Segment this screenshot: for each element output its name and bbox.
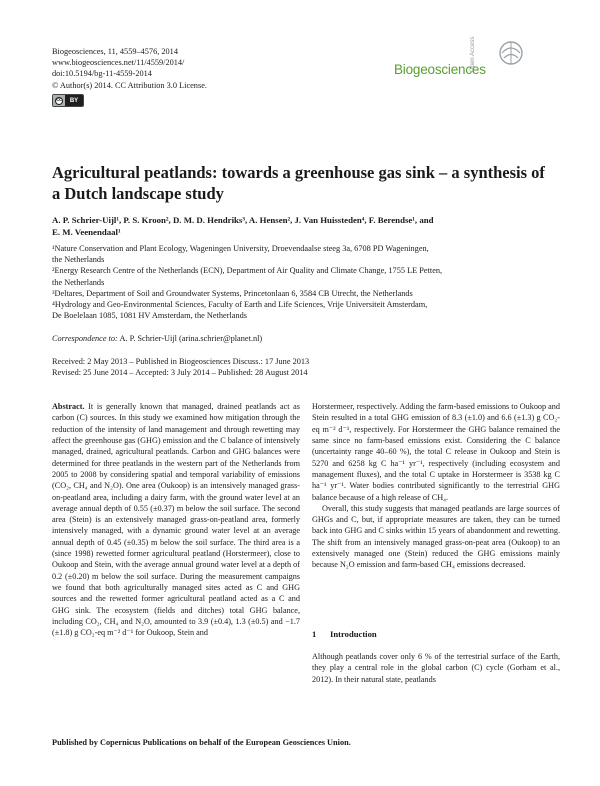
abstract-label: Abstract. (52, 402, 85, 411)
authors (52, 215, 552, 238)
affiliation-line: the Netherlands (52, 277, 105, 287)
journal-meta (52, 46, 207, 91)
correspondence-value[interactable]: A. P. Schrier-Uijl (arina.schrier@planet.nl) (117, 334, 263, 343)
journal-name: Biogeosciences (394, 62, 486, 77)
abstract-paragraph: Horstermeer, respectively. Adding the farm-based emissions to Oukoop and Stein resulted in a total GHG emission of 8.3 (±1.0) and 6.6 (±1.3) g CO₂-eq m⁻² d⁻¹, respectively. For Horstermeer the GHG balance remained the same since no farm-based emissions exist. Considering the C balance (uncertainty range 40–60 %), the total C release in Oukoop and Stein is 5270 and 6258 kg C ha⁻¹ yr⁻¹, respectively (including ecosystem and management fluxes), and the total C uptake in Horstermeer is 3538 kg C ha⁻¹ yr⁻¹. Water bodies contributed significantly to the terrestrial GHG balance because of a high release of CH₄. (312, 402, 560, 502)
affiliation-line: the Netherlands (52, 255, 105, 265)
dates-line: Received: 2 May 2013 – Published in Biogeosciences Discuss.: 17 June 2013 (52, 357, 310, 366)
copyright: © Author(s) 2014. CC Attribution 3.0 License. (52, 80, 207, 90)
section-heading (312, 629, 377, 639)
affiliations (52, 243, 552, 321)
abstract-paragraph: Overall, this study suggests that managed peatlands are large sources of GHGs and C, but, if appropriate measures are taken, they can be turned back into GHG and C sinks within 15 years of abandonment and rewetting. The shift from an intensively managed grass-on-peat area (Oukoop) to an extensively managed one (Stein) reduced the GHG emissions mainly because N₂O emission and farm-based CH₄ emissions decreased. (312, 503, 560, 570)
authors-line: A. P. Schrier-Uijl¹, P. S. Kroon², D. M. D. Hendriks³, A. Hensen², J. Van Huissteden⁴, F. Berendse¹, and (52, 215, 434, 225)
article-url[interactable]: www.biogeosciences.net/11/4559/2014/ (52, 58, 185, 68)
cc-by-label: BY (65, 95, 83, 106)
journal-logo-icon (496, 40, 526, 70)
open-access-label: Open Access (470, 36, 476, 72)
correspondence-label: Correspondence to: (52, 334, 118, 343)
abstract-right-column (312, 401, 560, 571)
doi[interactable]: doi:10.5194/bg-11-4559-2014 (52, 69, 152, 79)
section-number: 1 (312, 629, 317, 639)
publisher-footer: Published by Copernicus Publications on behalf of the European Geosciences Union. (52, 738, 351, 747)
cc-license-badge[interactable] (52, 94, 84, 107)
affiliation-line: De Boelelaan 1085, 1081 HV Amsterdam, the Netherlands (52, 311, 248, 321)
correspondence (52, 333, 262, 344)
introduction-text: Although peatlands cover only 6 % of the terrestrial surface of the Earth, they play a central role in the global carbon (C) cycle (Gorham et al., 2012). In their natural state, peatlands (312, 652, 560, 684)
affiliation-line: ¹Nature Conservation and Plant Ecology, Wageningen University, Droevendaalse steeg 3a, 6708 PD Wageningen, (52, 244, 429, 253)
abstract-left-column (52, 401, 300, 639)
authors-line: E. M. Veenendaal¹ (52, 226, 121, 237)
dates-line: Revised: 25 June 2014 – Accepted: 3 July 2014 – Published: 28 August 2014 (52, 368, 308, 378)
publication-dates (52, 356, 309, 378)
affiliation-line: ³Deltares, Department of Soil and Groundwater Systems, Princetonlaan 6, 3584 CB Utrecht, the Netherlands (52, 288, 413, 298)
abstract-paragraph: Abstract. It is generally known that managed, drained peatlands act as carbon (C) sources. In this study we examined how mitigation through the reduction of the intensity of land management and through rewetting may affect the greenhouse gas (GHG) emission and the C balance of intensively managed, drained, agricultural peatlands. Carbon and GHG balances were determined for three peatlands in the western part of the Netherlands from 2005 to 2008 by considering spatial and temporal variability of emissions (CO₂, CH₄ and N₂O). One area (Oukoop) is an intensively managed grass-on-peatland area, including a dairy farm, with the ground water level at an average annual depth of 0.55 (±0.37) m below the soil surface. The second area (Stein) is an extensively managed grass-on-peatland area, formerly intensively managed, with a dynamic ground water level at an average annual depth of 0.45 (±0.35) m below the soil surface. The third area is a (since 1998) rewetted former agricultural peatland (Horstermeer), close to Oukoop and Stein, with the average annual ground water level at a depth of 0.2 (±0.20) m below the soil surface. During the measurement campaigns we found that both agriculturally managed sites acted as C and GHG sources and the rewetted former agricultural peatland acted as a C and GHG sink. The ecosystem (fields and ditches) total GHG balance, including CO₂, CH₄ and N₂O, amounted to 3.9 (±0.4), 1.3 (±0.5) and −1.7 (±1.8) g CO₂-eq m⁻² d⁻¹ for Oukoop, Stein and (52, 402, 300, 638)
affiliation-line: ²Energy Research Centre of the Netherlands (ECN), Department of Air Quality and Climate Change, 1755 LE Petten, (52, 266, 443, 276)
citation: Biogeosciences, 11, 4559–4576, 2014 (52, 47, 178, 56)
section-title: Introduction (330, 629, 377, 639)
cc-icon: cc (56, 97, 62, 103)
affiliation-line: ⁴Hydrology and Geo-Environmental Sciences, Faculty of Earth and Life Sciences, Vrije Universiteit Amsterdam, (52, 300, 428, 310)
paper-title: Agricultural peatlands: towards a greenhouse gas sink – a synthesis of a Dutch landscape study (52, 163, 545, 203)
